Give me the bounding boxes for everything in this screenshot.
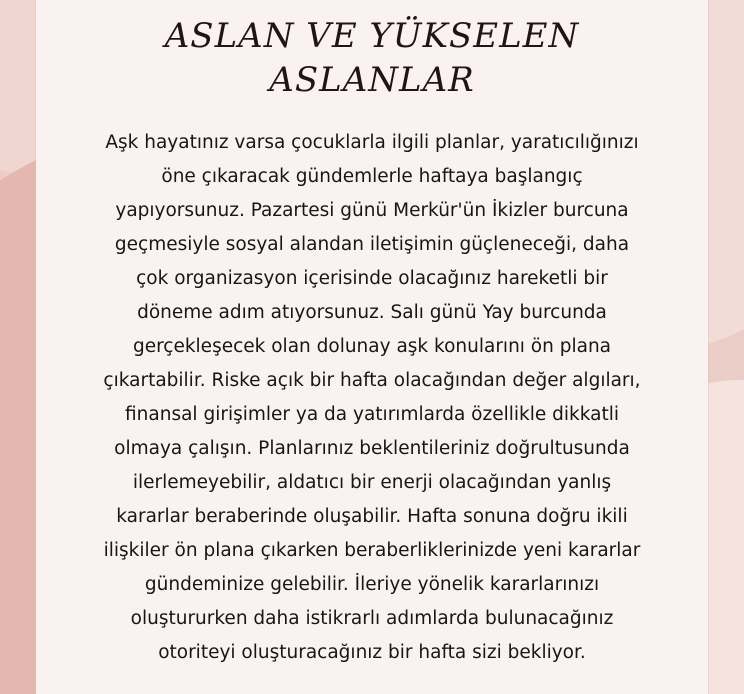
text-line: ilerlemeyebilir, aldatıcı bir enerji olacağından yanlış [132,472,612,493]
text-line: oluştururken daha istikrarlı adımlarda bulunacağınız [130,608,614,629]
text-line: Aşk hayatınız varsa çocuklarla ilgili planlar, yaratıcılığınızı [105,132,639,153]
title-line: ASLAN VE YÜKSELEN [164,16,580,56]
text-line: otoriteyi oluşturacağınız bir hafta sizi bekliyor. [158,642,586,663]
text-line: öne çıkaracak gündemlerle haftaya başlangıç [161,166,583,187]
text-line: olmaya çalışın. Planlarınız beklentileriniz doğrultusunda [114,438,630,459]
horoscope-text [36,126,708,670]
text-line: yapıyorsunuz. Pazartesi günü Merkür'ün İkizler burcuna [115,200,629,221]
text-line: gündeminize gelebilir. İleriye yönelik kararlarınızı [144,574,600,595]
text-line: ilişkiler ön plana çıkarken beraberliklerinizde yeni kararlar [103,540,641,561]
text-card [36,0,708,694]
text-line: çıkartabilir. Riske açık bir hafta olacağından değer algıları, [103,370,641,391]
text-line: kararlar beraberinde oluşabilir. Hafta sonuna doğru ikili [116,506,628,527]
text-line: geçmesiyle sosyal alandan iletişimin güçleneceği, daha [114,234,630,255]
post-title [36,14,708,102]
title-line: ASLANLAR [269,60,475,100]
text-line: gerçekleşecek olan dolunay aşk konularını ön plana [132,336,612,357]
text-line: çok organizasyon içerisinde olacağınız hareketli bir [136,268,608,289]
text-line: döneme adım atıyorsunuz. Salı günü Yay burcunda [137,302,607,323]
text-line: finansal girişimler ya da yatırımlarda özellikle dikkatli [125,404,619,425]
